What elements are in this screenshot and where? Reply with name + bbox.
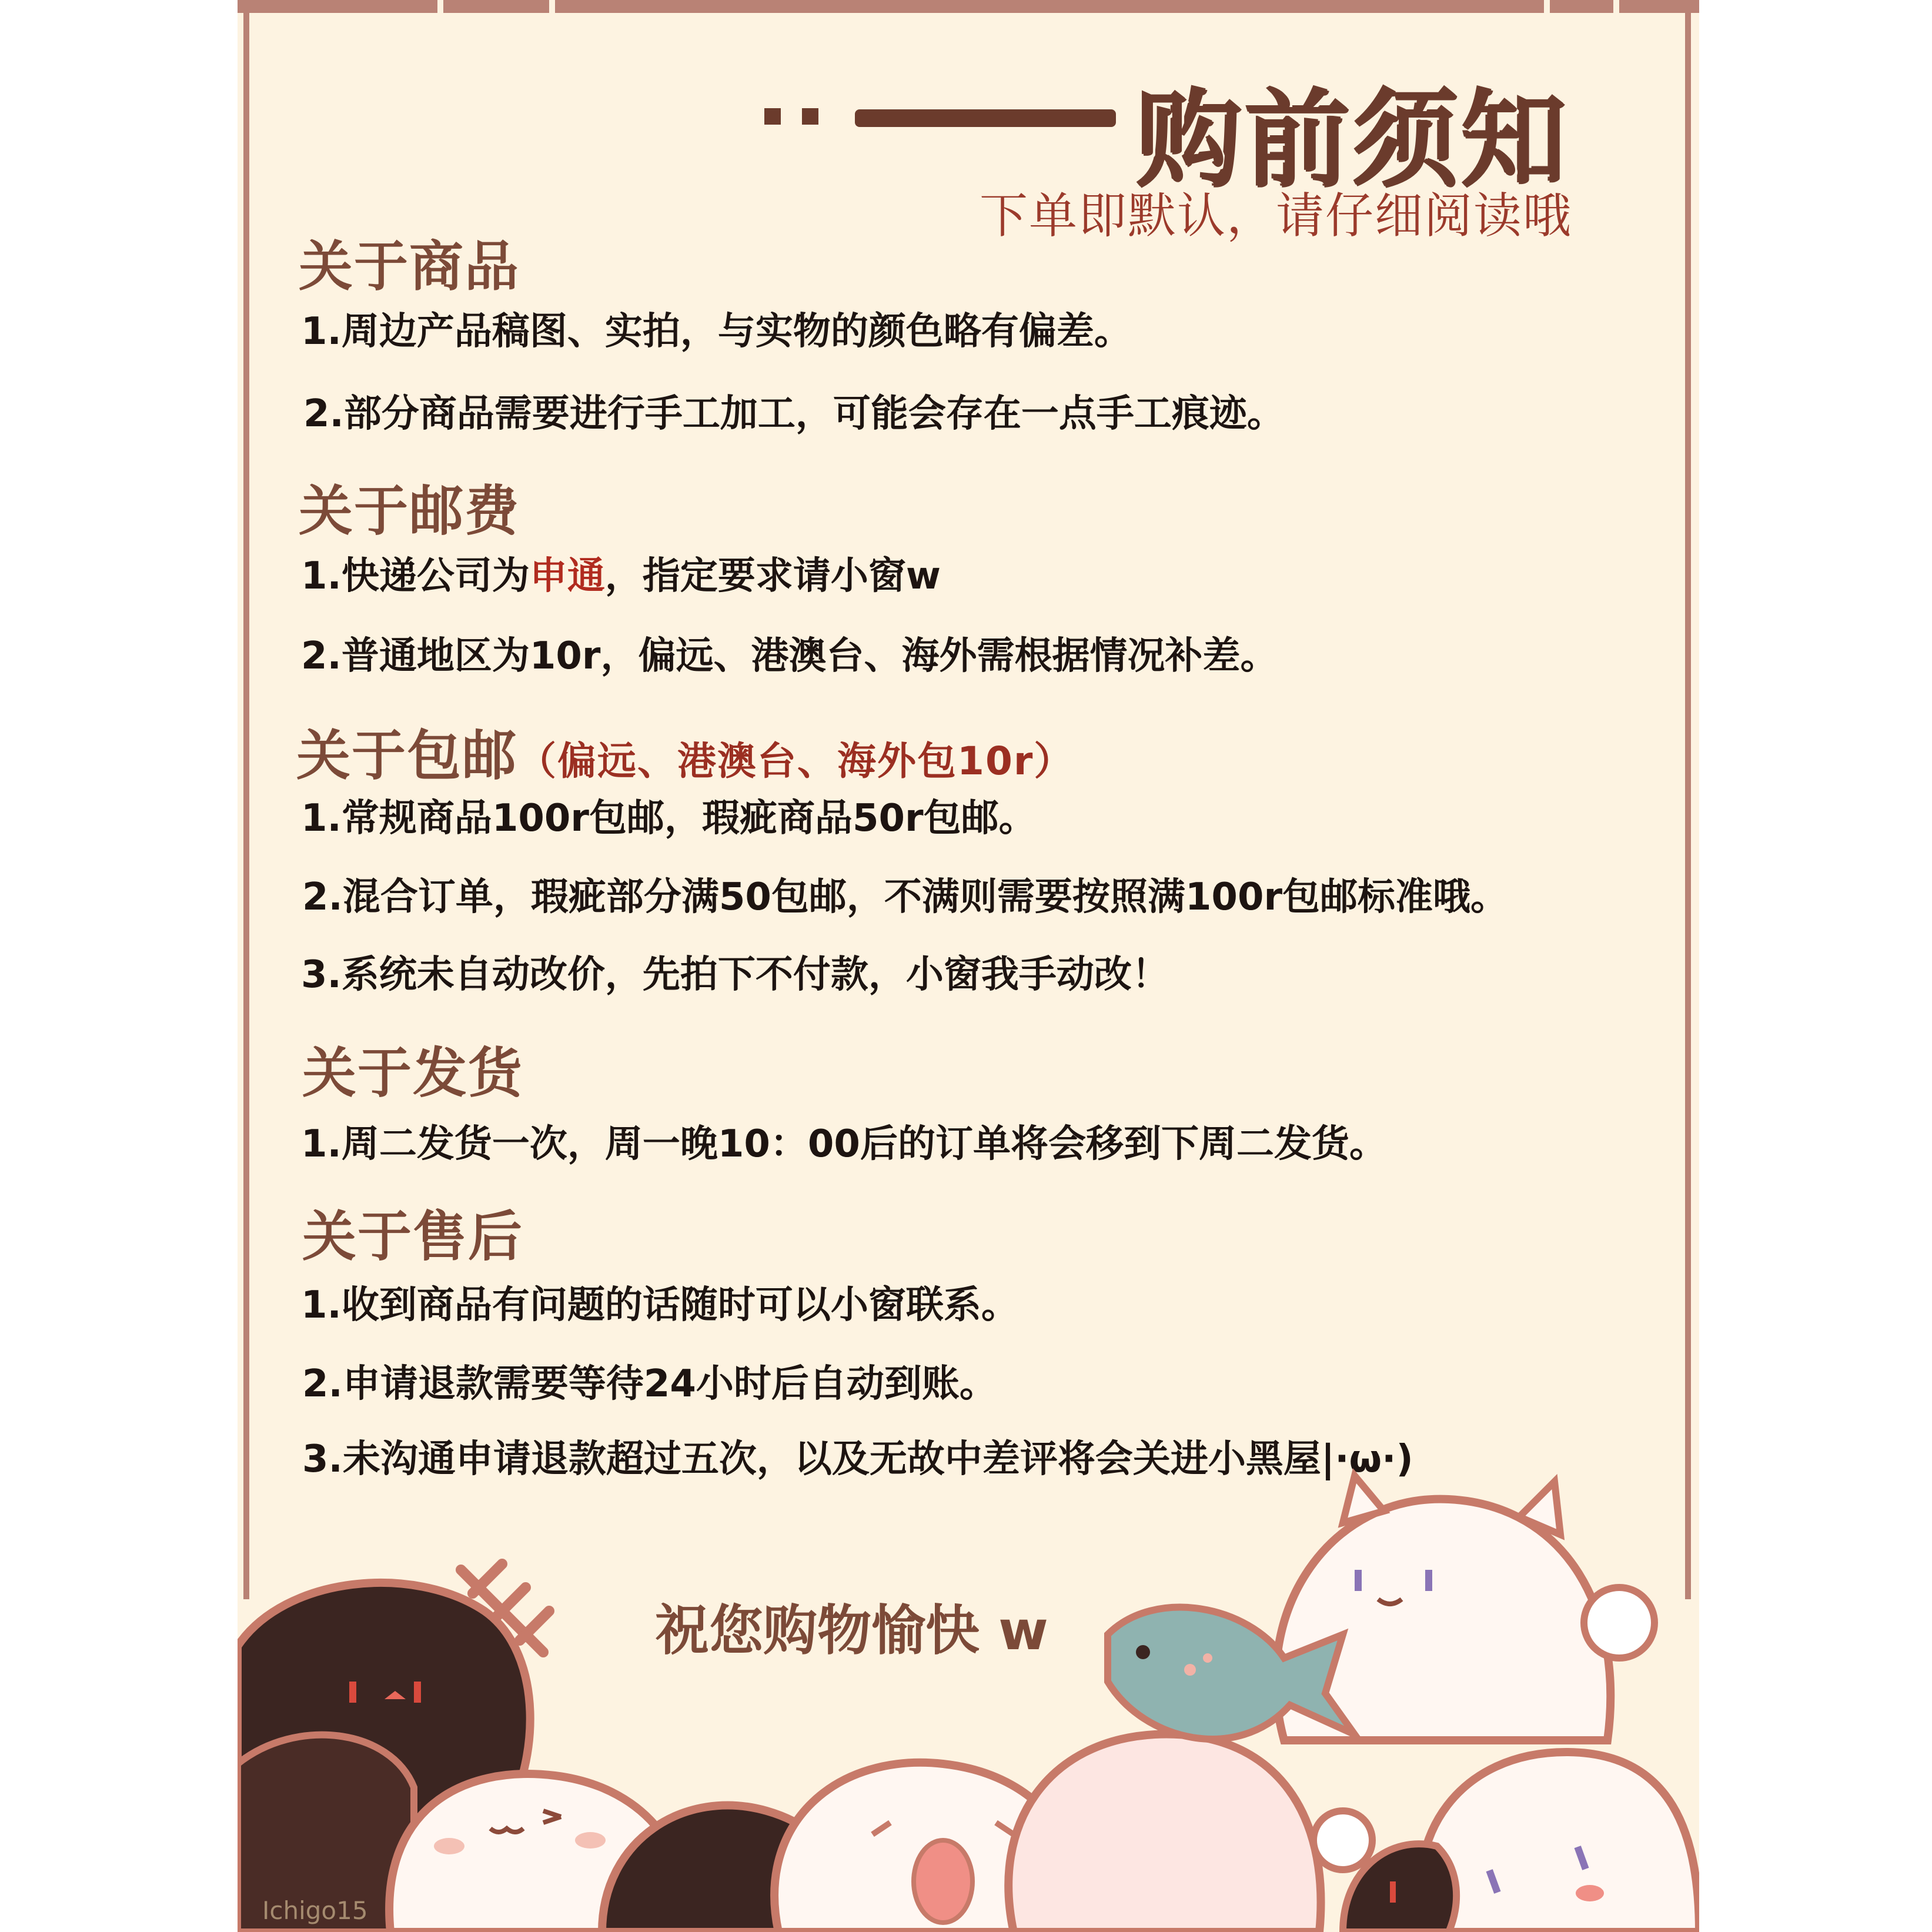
frame-left-border <box>243 0 249 1599</box>
list-item: 2.普通地区为10r，偏远、港澳台、海外需根据情况补差。 <box>301 634 1278 678</box>
list-item-text: 1.快递公司为 <box>301 554 530 598</box>
page-subtitle: 下单即默认，请仔细阅读哦 <box>980 188 1573 244</box>
list-item: 2.部分商品需要进行手工加工，可能会存在一点手工痕迹。 <box>303 392 1285 436</box>
frame-top-tick <box>1613 0 1619 13</box>
frame-top-tick <box>1544 0 1550 13</box>
list-item: 1.周二发货一次，周一晚10：00后的订单将会移到下周二发货。 <box>301 1122 1387 1166</box>
list-item: 1.收到商品有问题的话随时可以小窗联系。 <box>301 1283 1019 1327</box>
section-heading-delivery: 关于发货 <box>302 1042 524 1105</box>
section-heading-note: （偏远、港澳台、海外包10r） <box>517 738 1074 784</box>
artist-signature: Ichigo15 <box>262 1896 368 1925</box>
closing-wish: 祝您购物愉快 w <box>655 1599 1049 1662</box>
frame-top-tick <box>437 0 443 13</box>
title-dots <box>764 108 818 125</box>
list-item: 3.系统未自动改价，先拍下不付款，小窗我手动改！ <box>301 953 1169 997</box>
frame-right-border <box>1685 0 1691 1599</box>
list-item: 1.常规商品100r包邮，瑕疵商品50r包邮。 <box>301 797 1037 840</box>
section-heading-after-sales: 关于售后 <box>302 1205 524 1268</box>
section-heading-shipping-fee: 关于邮费 <box>299 480 520 543</box>
list-item: 3.未沟通申请退款超过五次，以及无故中差评将会关进小黑屋|·ω·) <box>302 1438 1413 1481</box>
title-rule <box>855 109 1116 127</box>
pink-creature <box>1008 1734 1372 1932</box>
frame-top-tick <box>549 0 555 13</box>
courier-name: 申通 <box>529 554 605 598</box>
list-item-text: ，指定要求请小窗w <box>604 554 941 598</box>
list-item <box>301 546 941 600</box>
section-heading-free-shipping <box>296 713 1074 790</box>
white-creature <box>1420 1752 1699 1932</box>
cartoon-creatures-illustration <box>238 1458 1699 1932</box>
list-item: 2.申请退款需要等待24小时后自动到账。 <box>302 1362 997 1406</box>
list-item: 1.周边产品稿图、实拍，与实物的颜色略有偏差。 <box>301 310 1132 353</box>
section-heading-text: 关于包邮 <box>296 724 518 787</box>
page-title: 购前须知 <box>1137 80 1570 203</box>
frame-top-border <box>238 0 1699 13</box>
section-heading-products: 关于商品 <box>299 235 520 298</box>
notice-poster <box>238 0 1699 1932</box>
list-item: 2.混合订单，瑕疵部分满50包邮，不满则需要按照满100r包邮标准哦。 <box>302 875 1509 919</box>
